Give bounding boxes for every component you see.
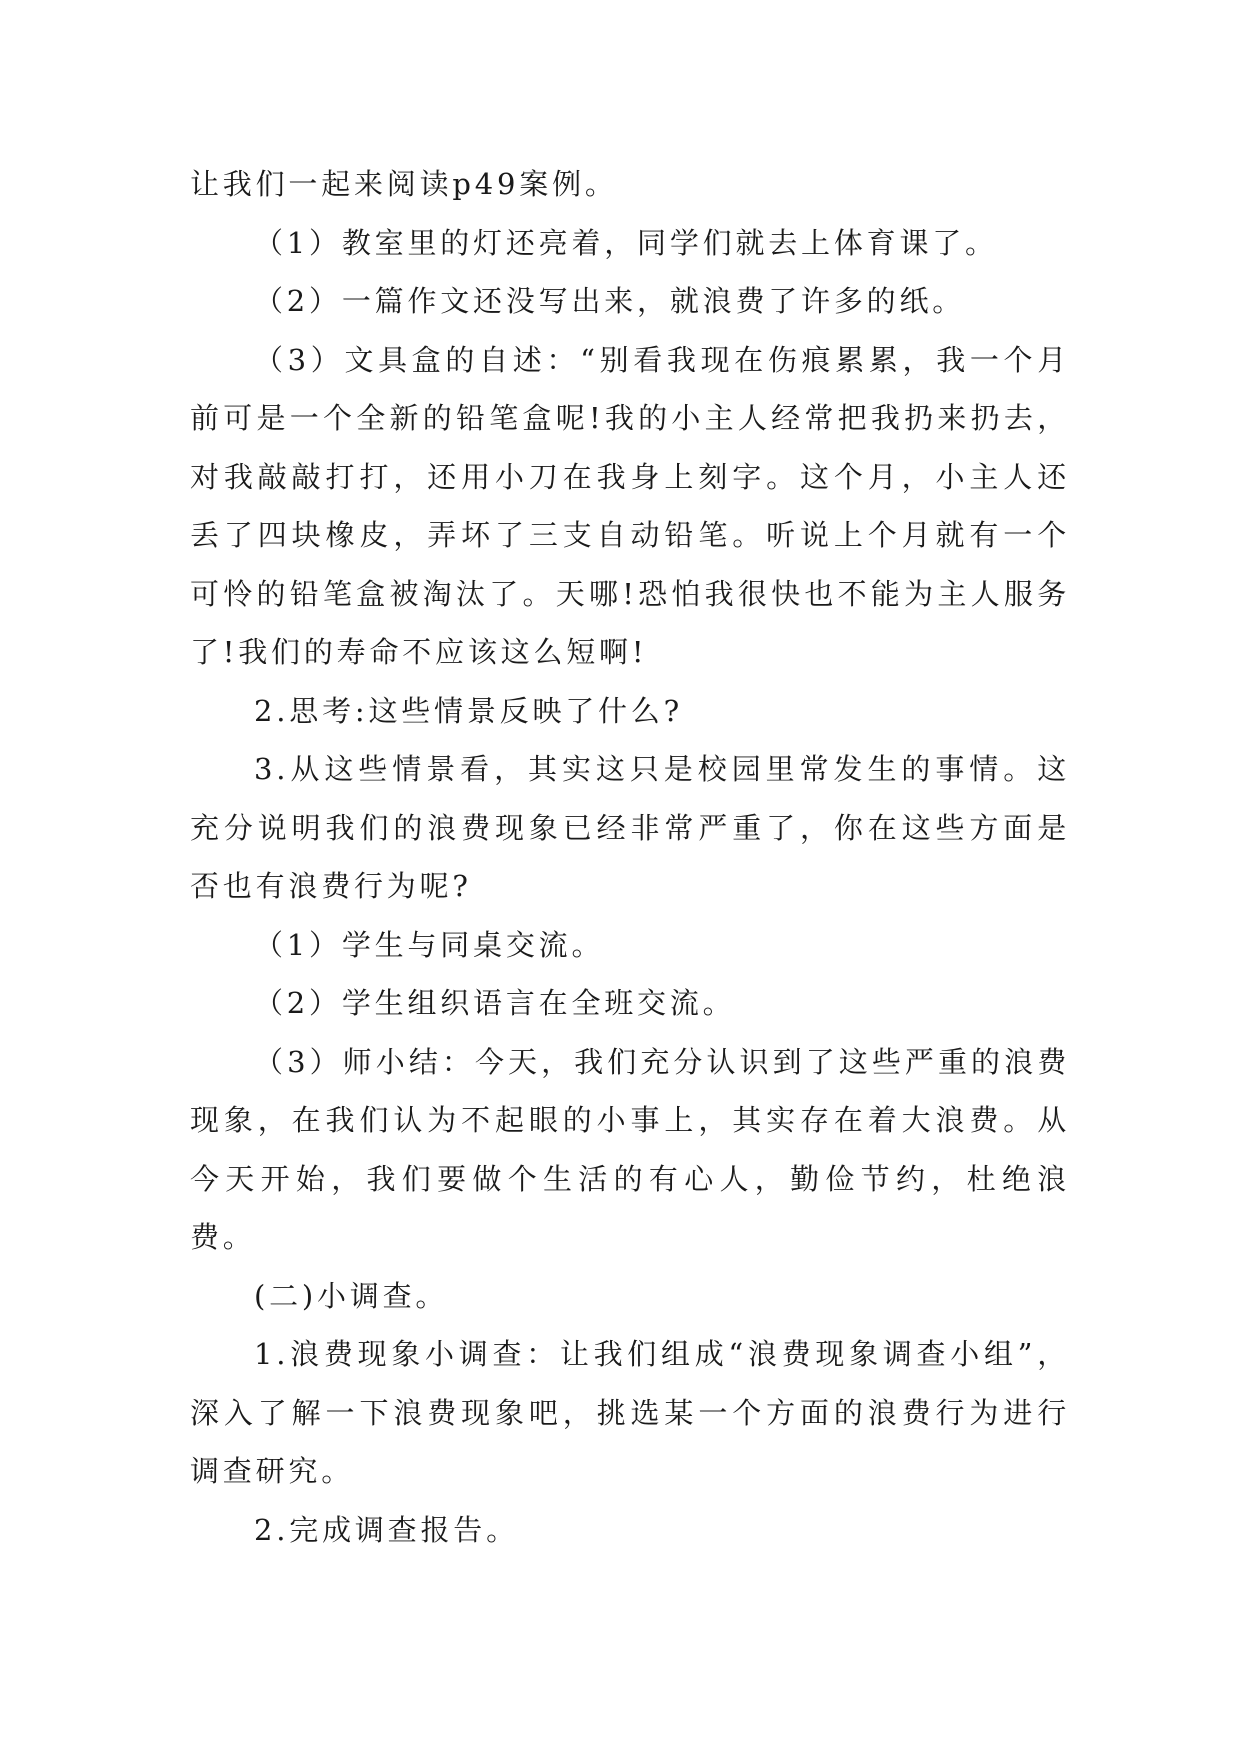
paragraph-step-1: （1）学生与同桌交流。 bbox=[254, 927, 605, 962]
paragraph-survey-1: 1.浪费现象小调查：让我们组成“浪费现象调查小组”，深入了解一下浪费现象吧，挑选某一个方面的浪费行为进行调查研究。 bbox=[190, 1337, 1070, 1488]
paragraph-case-1: （1）教室里的灯还亮着，同学们就去上体育课了。 bbox=[254, 225, 998, 260]
paragraph-intro: 让我们一起来阅读p49案例。 bbox=[190, 167, 618, 201]
paragraph-case-3: （3）文具盒的自述：“别看我现在伤痕累累，我一个月前可是一个全新的铅笔盒呢!我的小主人经常把我扔来扔去，对我敲敲打打，还用小刀在我身上刻字。这个月，小主人还丢了四块橡皮，弄坏了三支自动铅笔。听说上个月就有一个可怜的铅笔盒被淘汰了。天哪!恐怕我很快也不能为主人服务了!我们的寿命不应该这么短啊! bbox=[190, 342, 1070, 669]
document-body bbox=[190, 155, 1070, 1559]
section-heading-survey: (二)小调查。 bbox=[254, 1278, 449, 1313]
paragraph-case-2: （2）一篇作文还没写出来，就浪费了许多的纸。 bbox=[254, 284, 966, 318]
paragraph-survey-2: 2.完成调查报告。 bbox=[254, 1512, 519, 1547]
paragraph-think: 2.思考:这些情景反映了什么? bbox=[254, 693, 683, 728]
paragraph-reflection: 3.从这些情景看，其实这只是校园里常发生的事情。这充分说明我们的浪费现象已经非常严重了，你在这些方面是否也有浪费行为呢? bbox=[190, 752, 1070, 903]
paragraph-summary: （3）师小结：今天，我们充分认识到了这些严重的浪费现象，在我们认为不起眼的小事上，其实存在着大浪费。从今天开始，我们要做个生活的有心人，勤俭节约，杜绝浪费。 bbox=[190, 1044, 1070, 1254]
paragraph-step-2: （2）学生组织语言在全班交流。 bbox=[254, 986, 736, 1020]
